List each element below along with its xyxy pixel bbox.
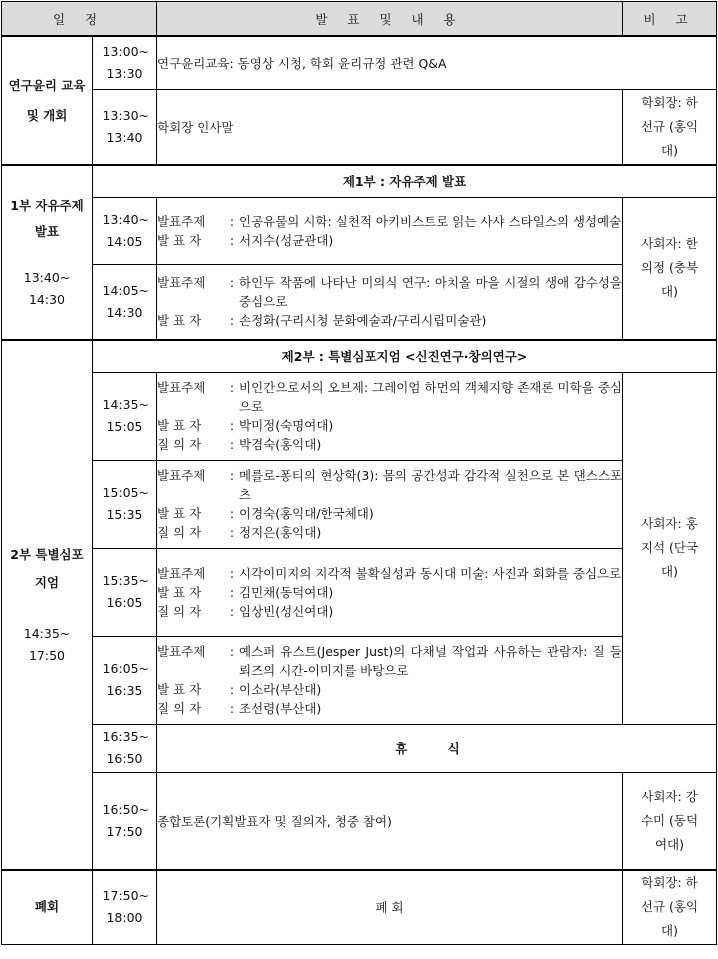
part2-talk-2-topic: 메를로-퐁티의 현상학(3): 몸의 공간성과 감각적 실천으로 본 댄스스포츠 [239,468,622,502]
part2-talk-4-presenter: 이소라(부산대) [239,682,322,697]
part2-talk-1-topic: 비인간으로서의 오브제: 그레이엄 하먼의 객체지향 존재론 미학을 중심으로 [239,380,622,414]
part1-talk-1-time: 13:40~ 14:05 [93,197,157,264]
part1-talk-1-presenter: 서지수(성균관대) [239,232,334,248]
header-schedule: 일 정 [2,2,157,37]
part2-heading: 제2부 : 특별심포지엄 <신진연구·창의연구> [93,340,717,372]
part1-talk-1 [2,197,717,264]
closing-row [2,870,717,944]
part2-talk-1-questioner: 박겸숙(홍익대) [239,437,322,452]
part2-discussion-note: 사회자: 강수미 (동덕여대) [623,772,717,870]
schedule-table [1,1,717,945]
part1-heading-row [2,165,717,197]
part1-talk-2-time: 14:05~ 14:30 [93,264,157,340]
header-content: 발 표 및 내 용 [157,2,623,37]
part2-talk-4-questioner: 조선령(부산대) [239,701,322,716]
ethics-row-2 [2,89,717,165]
part2-talk-2-presenter: 이경숙(홍익대/한국체대) [239,506,374,521]
part2-talk-3-topic: 시각이미지의 지각적 불확실성과 동시대 미술: 사진과 회화를 중심으로 [239,565,622,581]
part1-talk-2-topic: 하인두 작품에 나타난 미의식 연구: 아치올 마을 시절의 생애 감수성을 중심으로 [239,275,622,310]
closing-title: 폐회 [2,870,93,944]
header-note: 비 고 [623,2,717,37]
part2-talk-3-time: 15:35~ 16:05 [93,548,157,636]
part2-talk-3-presenter: 김민채(동덕여대) [239,584,334,600]
part1-talk-2-presenter: 손정화(구리시청 문화예술과/구리시립미술관) [239,313,487,329]
part1-talk-2-content: 발표주제 : 하인두 작품에 나타난 미의식 연구: 아치올 마을 시절의 생애 감수성을 중심으로 발 표 자 : 손정화(구리시청 문화예술과/구리시립미술관) [157,264,623,340]
header-row [2,2,717,37]
part2-talk-4-topic: 예스퍼 유스트(Jesper Just)의 다채널 작업과 사유하는 관람자: 질 들뢰즈의 시간-이미지를 바탕으로 [239,644,622,678]
part1-heading: 제1부 : 자유주제 발표 [93,165,717,197]
part2-talk-2-questioner: 정지은(홍익대) [239,525,322,540]
part2-break-row [2,724,717,772]
ethics-section-title: 연구윤리 교육 및 개회 [2,36,93,165]
part2-talk-3-content: 발표주제 : 시각이미지의 지각적 불확실성과 동시대 미술: 사진과 회화를 중심으로 발 표 자 : 김민채(동덕여대) 질 의 자 : 임상빈(성신여대) [157,548,623,636]
part2-moderator: 사회자: 홍지석 (단국대) [623,372,717,724]
part2-heading-row [2,340,717,372]
part2-talk-3-questioner: 임상빈(성신여대) [239,603,334,619]
ethics-time-1: 13:00~ 13:30 [93,36,157,89]
part2-discussion-time: 16:50~ 17:50 [93,772,157,870]
part2-talk-4-content: 발표주제 : 예스퍼 유스트(Jesper Just)의 다채널 작업과 사유하는 관람자: 질 들뢰즈의 시간-이미지를 바탕으로 발 표 자 : 이소라(부산대) 질 의 자 : 조선령(부산대) [157,636,623,724]
closing-content: 폐 회 [157,870,623,944]
part2-talk-3 [2,548,717,636]
part2-talk-1-presenter: 박미정(숙명여대) [239,418,334,433]
part2-talk-4-time: 16:05~ 16:35 [93,636,157,724]
part2-talk-1-content: 발표주제 : 비인간으로서의 오브제: 그레이엄 하먼의 객체지향 존재론 미학을 중심으로 발 표 자 : 박미정(숙명여대) 질 의 자 : 박겸숙(홍익대) [157,372,623,460]
part1-section-title: 1부 자유주제 발표 13:40~ 14:30 [2,165,93,340]
part1-talk-2 [2,264,717,340]
part1-talk-1-topic: 인공유물의 시학: 실천적 아키비스트로 읽는 사샤 스타일스의 생성예술 [239,213,622,229]
part1-moderator: 사회자: 한의정 (충북대) [623,197,717,340]
closing-time: 17:50~ 18:00 [93,870,157,944]
closing-note: 학회장: 하선규 (홍익대) [623,870,717,944]
part2-discussion-row [2,772,717,870]
part2-talk-2 [2,460,717,548]
part2-talk-1 [2,372,717,460]
ethics-note: 학회장: 하선규 (홍익대) [623,89,717,165]
part2-break-time: 16:35~ 16:50 [93,724,157,772]
ethics-content-1: 연구윤리교육: 동영상 시청, 학회 윤리규정 관련 Q&A [157,36,717,89]
part2-talk-2-content: 발표주제 : 메를로-퐁티의 현상학(3): 몸의 공간성과 감각적 실천으로 본 댄스스포츠 발 표 자 : 이경숙(홍익대/한국체대) 질 의 자 : 정지은(홍익대) [157,460,623,548]
ethics-time-2: 13:30~ 13:40 [93,89,157,165]
part2-talk-1-time: 14:35~ 15:05 [93,372,157,460]
part2-break-label: 휴 식 [157,724,717,772]
part2-section-title: 2부 특별심포 지엄 14:35~ 17:50 [2,340,93,870]
part1-talk-1-content: 발표주제 : 인공유물의 시학: 실천적 아키비스트로 읽는 사샤 스타일스의 생성예술 발 표 자 : 서지수(성균관대) [157,197,623,264]
part2-talk-2-time: 15:05~ 15:35 [93,460,157,548]
part2-talk-4 [2,636,717,724]
ethics-content-2: 학회장 인사말 [157,89,623,165]
part2-discussion-content: 종합토론(기획발표자 및 질의자, 청중 참여) [157,772,623,870]
ethics-row-1 [2,36,717,89]
